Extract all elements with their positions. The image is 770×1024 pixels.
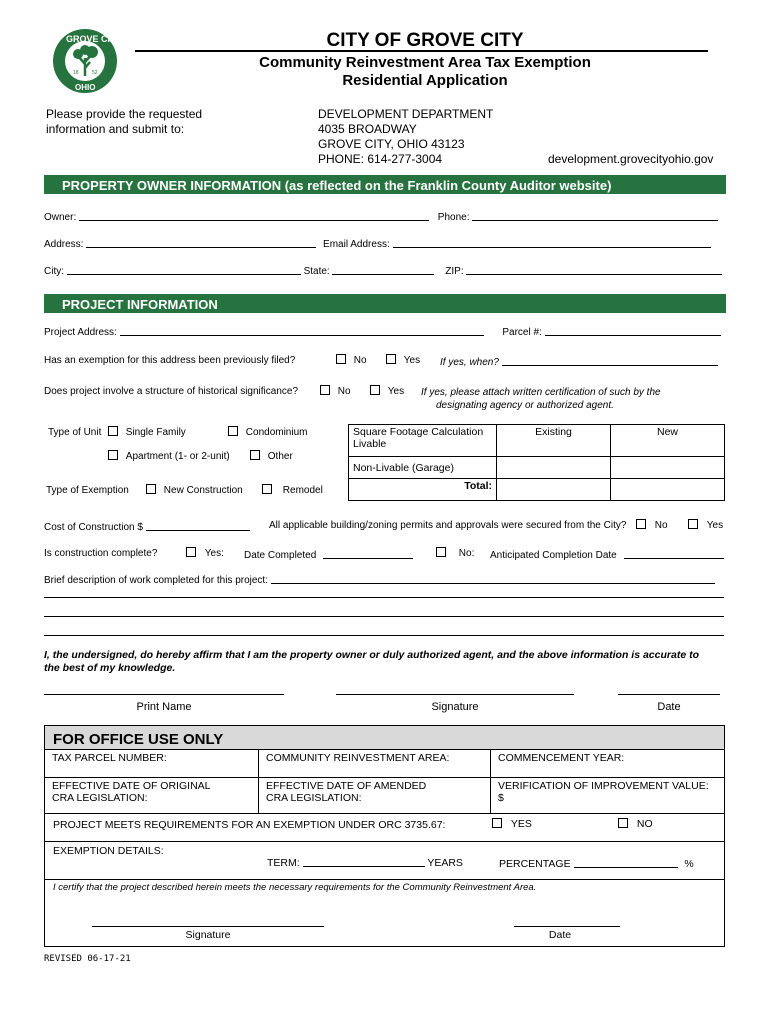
single-family-checkbox[interactable] (108, 426, 118, 436)
svg-text:OHIO: OHIO (75, 83, 96, 92)
print-name-label: Print Name (136, 701, 192, 713)
historic-no-checkbox[interactable] (320, 385, 330, 395)
revised-date: REVISED 06-17-21 (44, 954, 131, 964)
project-address-row: Project Address: Parcel #: (44, 325, 726, 338)
effective-original-cell[interactable]: EFFECTIVE DATE OF ORIGINAL CRA LEGISLATION: (45, 778, 259, 814)
dept-name: DEVELOPMENT DEPARTMENT (318, 107, 494, 121)
office-use-title: FOR OFFICE USE ONLY (45, 726, 724, 750)
form-title-line1: Community Reinvestment Area Tax Exemption (259, 54, 591, 71)
square-footage-table: Square Footage Calculation Livable Existing New Non-Livable (Garage) Total: (348, 424, 725, 501)
apartment-checkbox[interactable] (108, 450, 118, 460)
office-date-label: Date (548, 929, 572, 941)
historic-yes-checkbox[interactable] (370, 385, 380, 395)
zip-field[interactable] (466, 264, 722, 275)
office-signature-line[interactable] (92, 926, 324, 927)
prev-exempt-when-field[interactable] (502, 355, 718, 366)
permits-no-checkbox[interactable] (636, 519, 646, 529)
prev-exempt-no-checkbox[interactable] (336, 354, 346, 364)
project-address-field[interactable] (120, 325, 484, 336)
remodel-checkbox[interactable] (262, 484, 272, 494)
svg-text:18: 18 (73, 70, 79, 76)
complete-no-checkbox[interactable] (436, 547, 446, 557)
dept-phone: PHONE: 614-277-3004 (318, 152, 443, 166)
nonlivable-existing-cell[interactable] (497, 457, 611, 479)
heading-rule (135, 50, 708, 52)
type-of-unit-label: Type of Unit (48, 427, 102, 438)
new-construction-checkbox[interactable] (146, 484, 156, 494)
office-signature-label: Signature (185, 929, 231, 941)
affirmation-text: I, the undersigned, do hereby affirm that I am the property owner or duly authorized agent, and the above information is accurate to the best of my knowledge. (44, 649, 699, 674)
permits-yes-checkbox[interactable] (688, 519, 698, 529)
office-date-line[interactable] (514, 926, 620, 927)
owner-field[interactable] (79, 210, 429, 221)
project-section-header: PROJECT INFORMATION (44, 296, 726, 313)
complete-question: Is construction complete? (44, 548, 158, 559)
description-line-3[interactable] (44, 616, 724, 617)
verification-cell[interactable]: VERIFICATION OF IMPROVEMENT VALUE: $ (491, 778, 724, 814)
address-row: Address: Email Address: (44, 237, 726, 250)
owner-row: Owner: Phone: (44, 210, 726, 223)
city-heading: CITY OF GROVE CITY (326, 30, 524, 51)
anticipated-date-field[interactable] (624, 548, 724, 559)
brief-description-field[interactable] (271, 573, 715, 584)
meets-yes-checkbox[interactable] (492, 818, 502, 828)
print-name-line[interactable] (44, 694, 284, 695)
address-field[interactable] (86, 237, 316, 248)
percentage-field[interactable] (574, 857, 678, 868)
permits-question: All applicable building/zoning permits and approvals were secured from the City? (269, 520, 627, 531)
owner-section-header: PROPERTY OWNER INFORMATION (as reflected on the Franklin County Auditor website) (44, 177, 726, 194)
certify-text: I certify that the project described herein meets the necessary requirements for the Community Reinvestment Area. (53, 882, 537, 893)
type-of-exemption-label: Type of Exemption (46, 485, 129, 496)
total-new-cell[interactable] (611, 479, 725, 501)
city-logo (52, 26, 118, 96)
svg-text:52: 52 (92, 70, 98, 76)
cra-cell[interactable]: COMMUNITY REINVESTMENT AREA: (259, 750, 491, 778)
state-field[interactable] (332, 264, 434, 275)
dept-street: 4035 BROADWAY (318, 122, 417, 136)
cost-field[interactable] (146, 520, 250, 531)
historic-question: Does project involve a structure of historical significance? (44, 386, 299, 397)
signature-line[interactable] (336, 694, 574, 695)
meets-requirements-row: PROJECT MEETS REQUIREMENTS FOR AN EXEMPTION UNDER ORC 3735.67: YES NO (45, 814, 724, 842)
other-checkbox[interactable] (250, 450, 260, 460)
exemption-details-row: EXEMPTION DETAILS: TERM: YEARS PERCENTAGE % (45, 842, 724, 880)
complete-yes-checkbox[interactable] (186, 547, 196, 557)
email-field[interactable] (393, 237, 711, 248)
date-label: Date (657, 701, 681, 713)
prev-exempt-yes-checkbox[interactable] (386, 354, 396, 364)
meets-no-checkbox[interactable] (618, 818, 628, 828)
svg-text:GROVE CITY: GROVE CITY (66, 34, 118, 44)
brief-description-row: Brief description of work completed for this project: (44, 573, 726, 586)
parcel-field[interactable] (545, 325, 721, 336)
submit-instructions: Please provide the requested information and submit to: (46, 107, 203, 136)
form-title-line2: Residential Application (342, 72, 508, 89)
phone-field[interactable] (472, 210, 718, 221)
date-line[interactable] (618, 694, 720, 695)
effective-amended-cell[interactable]: EFFECTIVE DATE OF AMENDED CRA LEGISLATION: (259, 778, 491, 814)
nonlivable-new-cell[interactable] (611, 457, 725, 479)
total-existing-cell[interactable] (497, 479, 611, 501)
city-row: City: State: ZIP: (44, 264, 726, 277)
commencement-cell[interactable]: COMMENCEMENT YEAR: (491, 750, 724, 778)
prev-exemption-question: Has an exemption for this address been previously filed? (44, 355, 296, 366)
cost-row: Cost of Construction $ (44, 520, 250, 533)
historic-note: If yes, please attach written certification of such by the designating agency or authorized agent. (421, 387, 661, 411)
dept-website: development.grovecityohio.gov (548, 152, 714, 166)
city-field[interactable] (67, 264, 301, 275)
dept-city: GROVE CITY, OHIO 43123 (318, 137, 465, 151)
condominium-checkbox[interactable] (228, 426, 238, 436)
description-line-2[interactable] (44, 597, 724, 598)
tax-parcel-cell[interactable]: TAX PARCEL NUMBER: (45, 750, 259, 778)
term-field[interactable] (303, 856, 425, 867)
description-line-4[interactable] (44, 635, 724, 636)
dept-address (318, 107, 493, 167)
signature-label: Signature (431, 701, 479, 713)
date-completed-field[interactable] (323, 548, 413, 559)
